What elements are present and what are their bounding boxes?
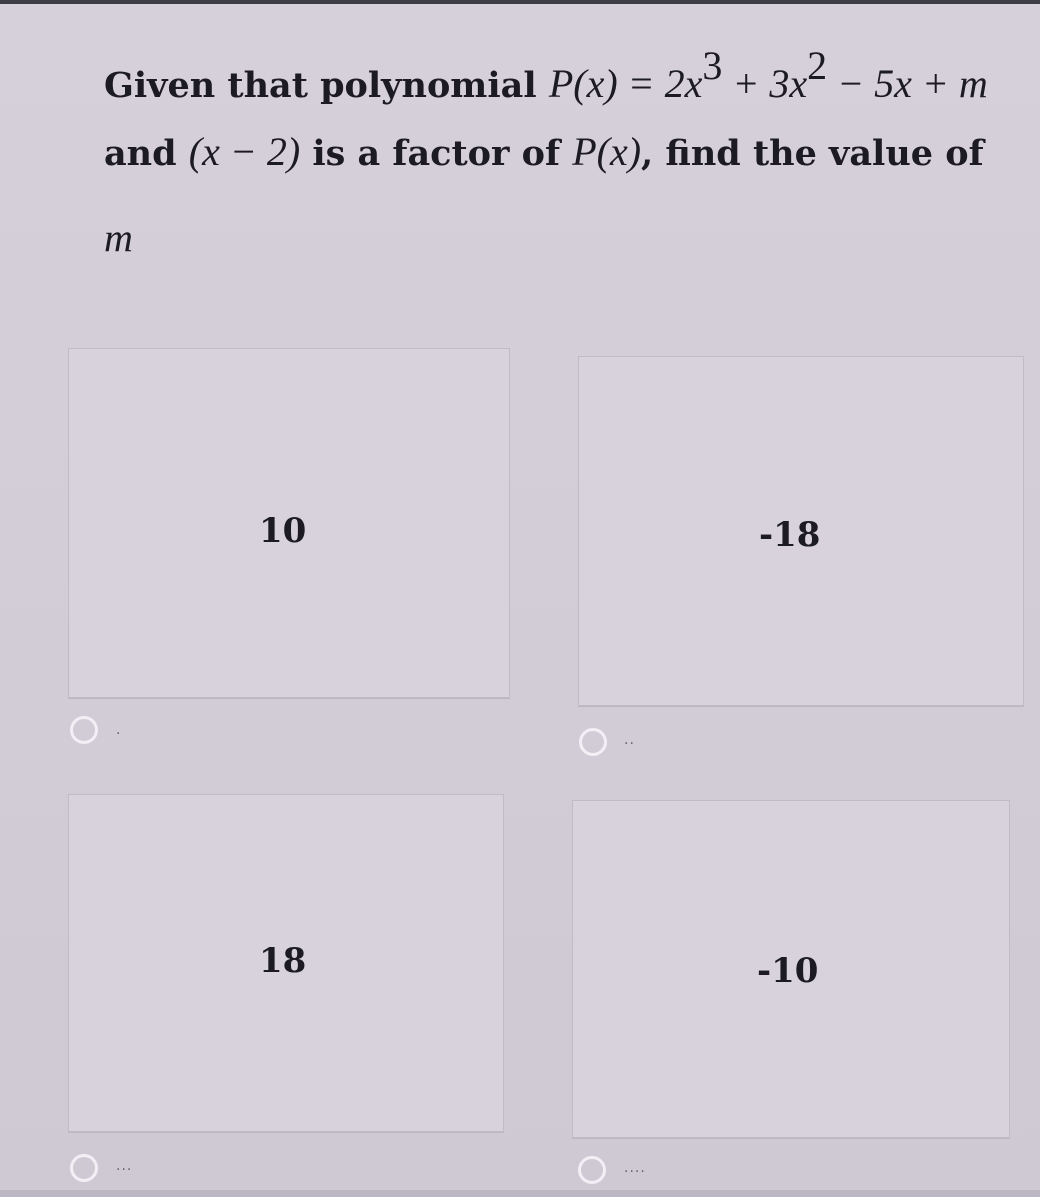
bottom-edge (0, 1190, 1040, 1197)
polynomial-rhs: − 5x + m (827, 61, 988, 106)
polynomial-lhs: P(x) = 2x (548, 61, 703, 106)
option-b-marker: .. (624, 732, 635, 748)
option-b-radio[interactable] (579, 728, 607, 756)
question-and: and (104, 133, 189, 174)
option-d-marker: .... (624, 1160, 646, 1176)
question-line-3 (104, 208, 133, 270)
option-card-b[interactable] (578, 356, 1024, 706)
option-b-value: -18 (759, 515, 821, 555)
exponent-2: 2 (807, 43, 828, 88)
polynomial-mid: + 3x (722, 61, 808, 106)
option-a-marker: . (116, 722, 122, 738)
option-card-c[interactable] (68, 794, 504, 1132)
exponent-3: 3 (702, 43, 723, 88)
question-line-2 (104, 122, 984, 184)
option-a-value: 10 (259, 511, 307, 551)
option-d-radio[interactable] (578, 1156, 606, 1184)
question-line-1 (104, 36, 988, 116)
option-c-radio[interactable] (70, 1154, 98, 1182)
factor-expression: (x − 2) (188, 129, 301, 174)
px-expression: P(x) (572, 129, 642, 174)
question-factor-text: is a factor of (300, 133, 573, 174)
variable-m: m (104, 215, 133, 260)
top-edge (0, 0, 1040, 4)
option-card-d[interactable] (572, 800, 1010, 1138)
question-tail: , find the value of (641, 133, 984, 174)
option-c-marker: ... (116, 1158, 133, 1174)
option-d-value: -10 (757, 951, 819, 991)
option-a-radio[interactable] (70, 716, 98, 744)
question-lead: Given that polynomial (104, 65, 549, 106)
option-card-a[interactable] (68, 348, 510, 698)
option-c-value: 18 (259, 941, 307, 981)
